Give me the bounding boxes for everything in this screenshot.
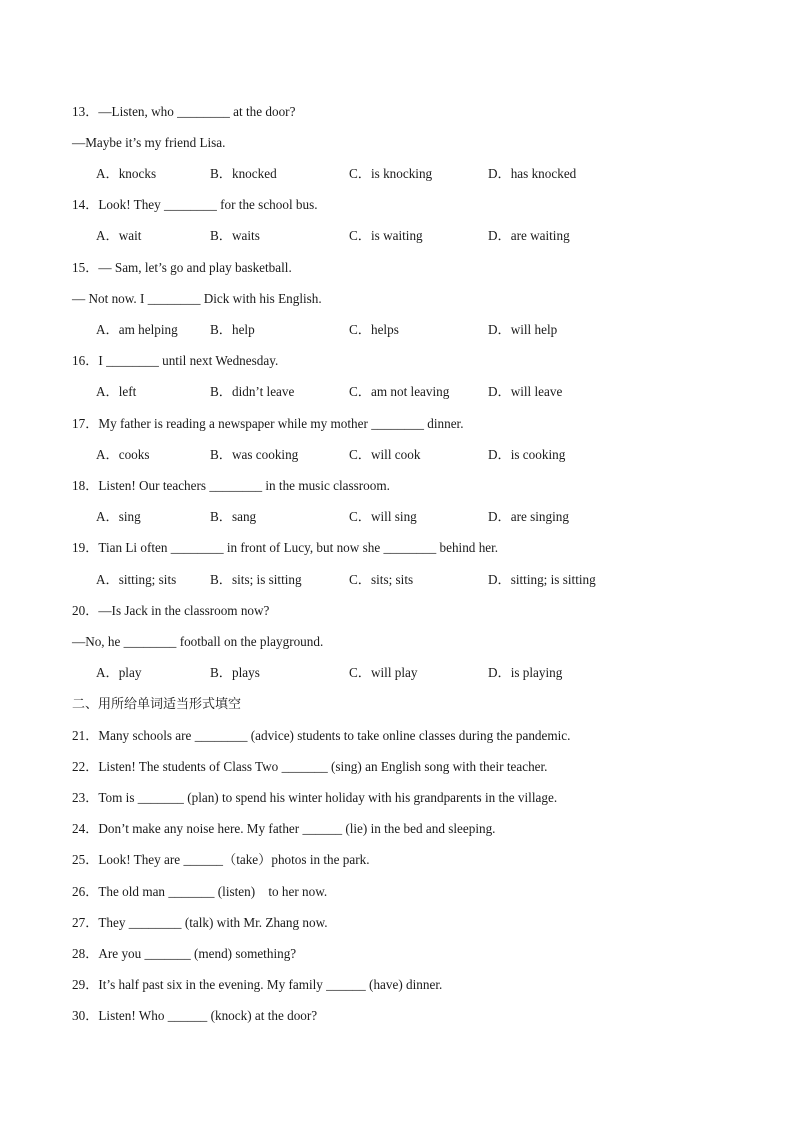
option-d: D．is cooking (488, 447, 566, 462)
option-a: A．am helping (96, 322, 178, 337)
question-16-options (96, 382, 656, 402)
question-28: 28．Are you _______ (mend) something? (72, 946, 297, 961)
question-17-stem: 17．My father is reading a newspaper while my mother ________ dinner. (72, 416, 464, 431)
question-29: 29．It’s half past six in the evening. My family ______ (have) dinner. (72, 977, 443, 992)
option-b: B．sits; is sitting (210, 572, 302, 587)
question-25: 25．Look! They are ______（take）photos in the park. (72, 852, 370, 867)
option-c: C．helps (349, 322, 399, 337)
option-d: D．are waiting (488, 228, 570, 243)
question-15-stem: 15．— Sam, let’s go and play basketball. (72, 260, 292, 275)
question-19-options (96, 570, 656, 590)
option-c: C．am not leaving (349, 384, 450, 399)
question-19-stem: 19．Tian Li often ________ in front of Lucy, but now she ________ behind her. (72, 540, 499, 555)
question-27: 27．They ________ (talk) with Mr. Zhang now. (72, 915, 328, 930)
option-a: A．left (96, 384, 137, 399)
option-d: D．will leave (488, 384, 563, 399)
option-b: B．was cooking (210, 447, 299, 462)
question-16-stem: 16．I ________ until next Wednesday. (72, 353, 279, 368)
question-21: 21．Many schools are ________ (advice) students to take online classes during the pandemic. (72, 728, 571, 743)
option-d: D．sitting; is sitting (488, 572, 596, 587)
question-13-stem: 13．—Listen, who ________ at the door? (72, 104, 296, 119)
question-30: 30．Listen! Who ______ (knock) at the door? (72, 1008, 318, 1023)
question-15-reply: — Not now. I ________ Dick with his English. (72, 291, 322, 306)
question-15-options (96, 320, 656, 340)
question-18-options (96, 507, 656, 527)
option-a: A．sing (96, 509, 141, 524)
question-14-options (96, 226, 656, 246)
option-d: D．is playing (488, 665, 563, 680)
question-23: 23．Tom is _______ (plan) to spend his winter holiday with his grandparents in the village. (72, 790, 558, 805)
question-14-stem: 14．Look! They ________ for the school bus. (72, 197, 318, 212)
question-18-stem: 18．Listen! Our teachers ________ in the music classroom. (72, 478, 390, 493)
option-b: B．help (210, 322, 255, 337)
question-20-options (96, 663, 656, 683)
question-13-reply: —Maybe it’s my friend Lisa. (72, 135, 226, 150)
question-22: 22．Listen! The students of Class Two _______ (sing) an English song with their teacher. (72, 759, 548, 774)
option-b: B．didn’t leave (210, 384, 295, 399)
option-c: C．is knocking (349, 166, 433, 181)
option-d: D．are singing (488, 509, 569, 524)
question-26: 26．The old man _______ (listen) to her now. (72, 884, 328, 899)
option-b: B．knocked (210, 166, 277, 181)
option-b: B．plays (210, 665, 260, 680)
option-a: A．cooks (96, 447, 150, 462)
question-24: 24．Don’t make any noise here. My father ______ (lie) in the bed and sleeping. (72, 821, 496, 836)
option-d: D．has knocked (488, 166, 577, 181)
question-17-options (96, 445, 656, 465)
option-a: A．knocks (96, 166, 157, 181)
question-20-reply: —No, he ________ football on the playground. (72, 634, 324, 649)
question-13-options (96, 164, 656, 184)
option-a: A．sitting; sits (96, 572, 177, 587)
option-c: C．is waiting (349, 228, 423, 243)
option-b: B．waits (210, 228, 260, 243)
option-b: B．sang (210, 509, 257, 524)
option-c: C．will cook (349, 447, 421, 462)
option-c: C．sits; sits (349, 572, 414, 587)
option-a: A．play (96, 665, 142, 680)
option-d: D．will help (488, 322, 558, 337)
question-20-stem: 20．—Is Jack in the classroom now? (72, 603, 270, 618)
option-c: C．will sing (349, 509, 417, 524)
option-a: A．wait (96, 228, 142, 243)
section-title: 二、用所给单词适当形式填空 (72, 697, 242, 712)
option-c: C．will play (349, 665, 418, 680)
